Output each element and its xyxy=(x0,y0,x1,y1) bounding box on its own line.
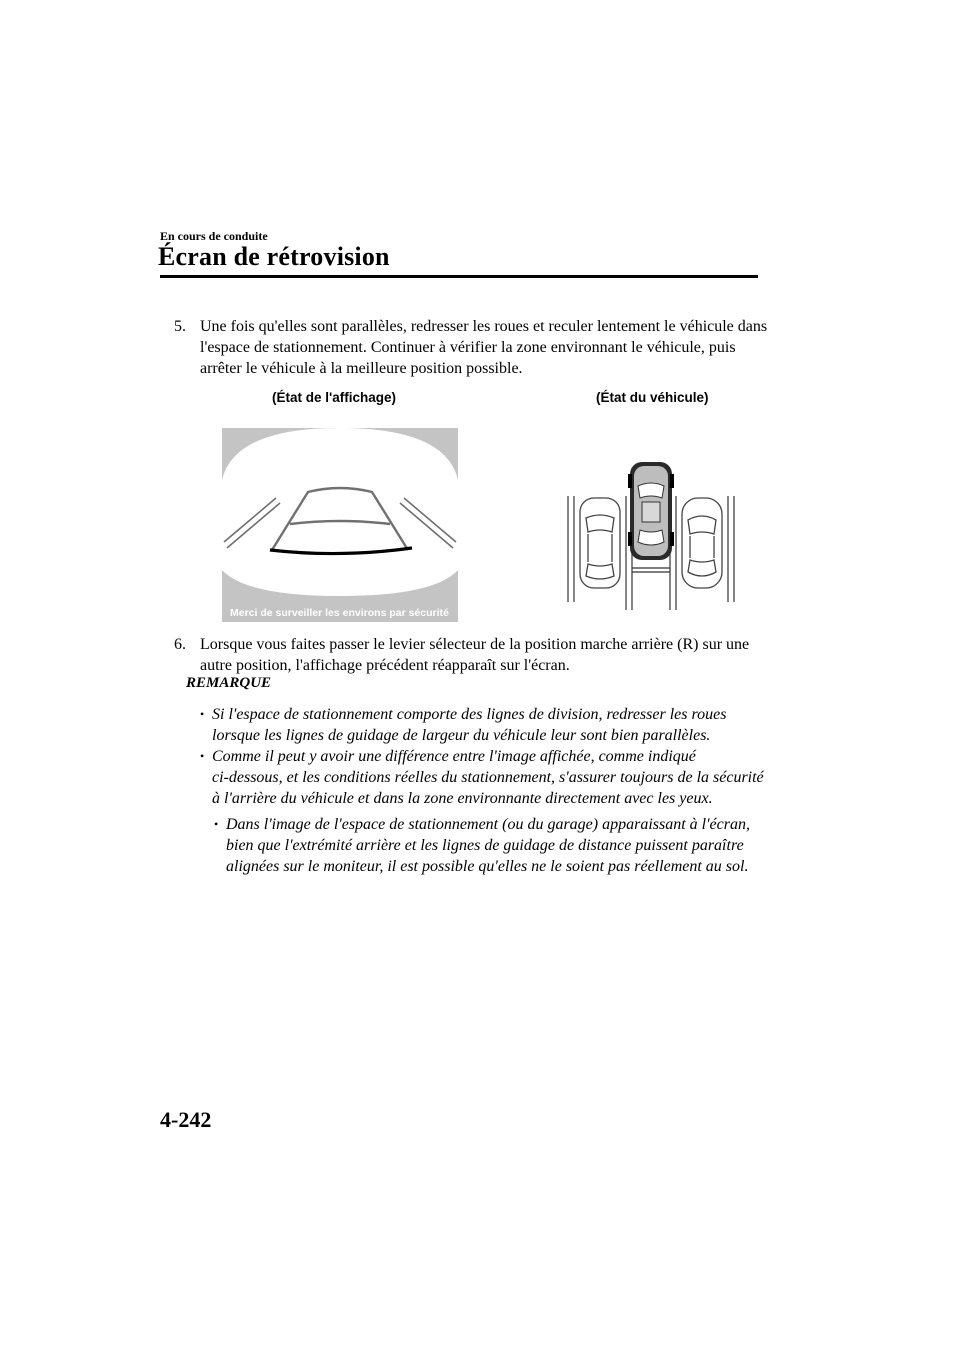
screen-message: Merci de surveiller les environs par sécurité xyxy=(230,607,449,619)
bullet-line: à l'arrière du véhicule et dans la zone environnante directement avec les yeux. xyxy=(212,790,713,807)
step-number: 6. xyxy=(174,636,186,653)
rear-camera-display-illustration xyxy=(222,428,458,622)
step-line: Une fois qu'elles sont parallèles, redresser les roues et reculer lentement le véhicule dans xyxy=(200,318,768,335)
bullet-line: lorsque les lignes de guidage de largeur du véhicule leur sont bien parallèles. xyxy=(212,727,711,744)
bullet-line: Dans l'image de l'espace de stationnement (ou du garage) apparaissant à l'écran, xyxy=(226,816,750,833)
step-number: 5. xyxy=(174,318,186,335)
bullet-line: Si l'espace de stationnement comporte des lignes de division, redresser les roues xyxy=(212,706,727,723)
bullet-line: alignées sur le moniteur, il est possible qu'elles ne le soient pas réellement au sol. xyxy=(226,858,749,875)
page-number: 4-242 xyxy=(160,1107,212,1132)
note-heading: REMARQUE xyxy=(186,675,272,691)
bullet-dot-icon: • xyxy=(200,707,205,721)
left-parked-car xyxy=(580,498,620,588)
vehicle-caption: (État du véhicule) xyxy=(596,390,709,405)
title-rule xyxy=(160,275,758,278)
bullet-line: ci-dessous, et les conditions réelles du stationnement, s'assurer toujours de la sécurité xyxy=(212,769,764,786)
reversing-vehicle xyxy=(628,462,674,560)
bullet-line: bien que l'extrémité arrière et les lignes de guidage de distance puissent paraître xyxy=(226,837,744,854)
note-bullet xyxy=(200,746,780,812)
step-line: autre position, l'affichage précédent réapparaît sur l'écran. xyxy=(200,657,570,674)
step-line: l'espace de stationnement. Continuer à vérifier la zone environnant le véhicule, puis xyxy=(200,339,736,356)
right-parked-car xyxy=(682,498,722,588)
step-6 xyxy=(174,634,774,678)
step-line: arrêter le véhicule à la meilleure position possible. xyxy=(200,360,523,377)
bullet-dot-icon: • xyxy=(200,749,205,763)
note-sub-bullet xyxy=(214,814,780,880)
note-bullet xyxy=(200,704,780,748)
section-label: En cours de conduite xyxy=(160,229,268,243)
step-5 xyxy=(174,316,774,382)
vehicle-state-illustration xyxy=(560,460,740,612)
display-caption: (État de l'affichage) xyxy=(272,390,396,405)
bullet-dot-icon: • xyxy=(214,817,219,831)
bullet-line: Comme il peut y avoir une différence entre l'image affichée, comme indiqué xyxy=(212,748,696,765)
step-line: Lorsque vous faites passer le levier sélecteur de la position marche arrière (R) sur une xyxy=(200,636,750,653)
page-title: Écran de rétrovision xyxy=(158,242,390,271)
